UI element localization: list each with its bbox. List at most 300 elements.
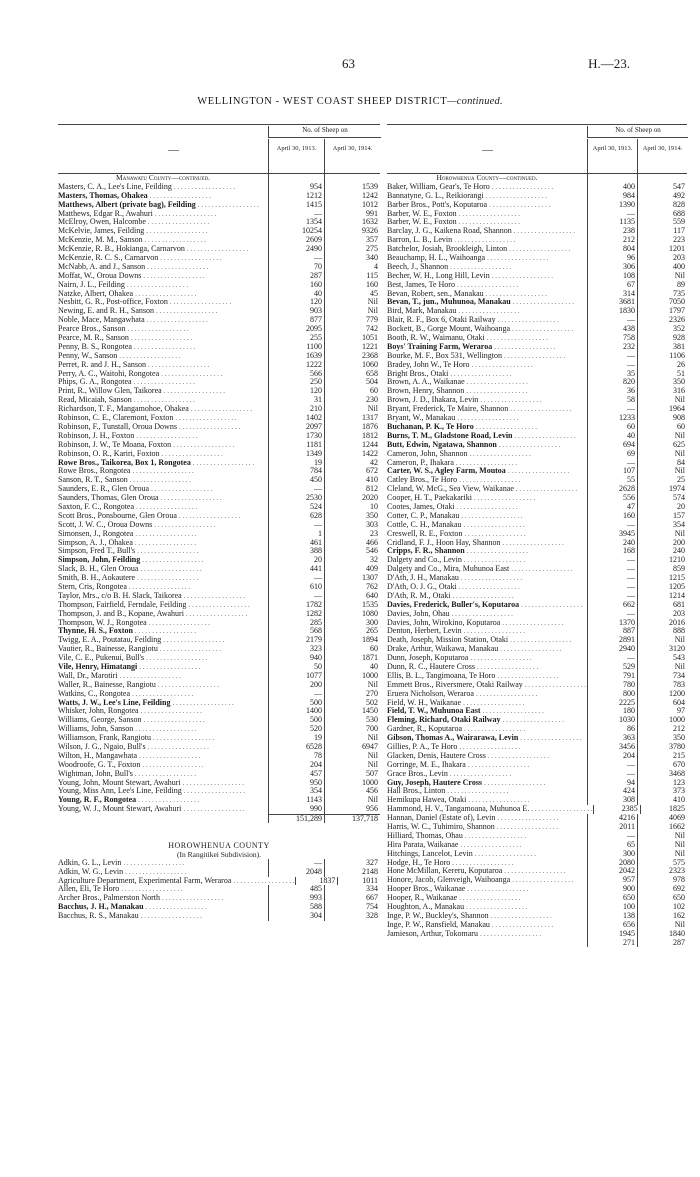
value-1914: 762: [324, 583, 380, 592]
leader-dots: . . . . . . . . . . . . . . . . . .: [500, 645, 562, 654]
entry-name: Watkins, C., Rongotea: [58, 688, 131, 698]
leader-dots: . . . . . . . . . . . . . . . . . .: [147, 743, 209, 751]
value-1913: 50: [268, 663, 324, 672]
value-1914: 928: [637, 334, 687, 343]
entry-name: Bevan, T., jun., Muhunoa, Manakau: [387, 297, 511, 307]
value-1913: 308: [587, 796, 637, 805]
value-1913: —: [268, 592, 324, 601]
leader-dots: . . . . . . . . . . . . . . . . . .: [491, 920, 554, 929]
leader-dots: . . . . . . . . . . . . . . . . . .: [140, 707, 202, 716]
value-1913: 1402: [268, 414, 324, 423]
leader-dots: . . . . . . . . . . . . . . . . . .: [468, 796, 530, 805]
value-1914: 334: [324, 885, 380, 894]
leader-dots: . . . . . . . . . . . . . . . . . .: [154, 520, 216, 529]
entry-name: Thompson, W. J., Rongotea: [58, 617, 147, 627]
value-1913: 354: [268, 787, 324, 796]
entry-name: Taylor, Mrs., c/o B. H. Slack, Taikorea: [58, 590, 182, 600]
value-1914: 373: [637, 787, 687, 796]
leader-dots: . . . . . . . . . . . . . . . . . .: [146, 316, 208, 325]
leader-dots: . . . . . . . . . . . . . . . . . .: [457, 414, 519, 423]
value-1914: 1876: [324, 423, 380, 432]
leader-dots: . . . . . . . . . . . . . . . . . .: [458, 307, 520, 316]
entry-name: Inge, P. W., Ransfield, Manakau: [387, 919, 490, 929]
leader-dots: . . . . . . . . . . . . . . . . . .: [497, 316, 559, 325]
value-1913: 19: [268, 734, 324, 743]
entry-name: D'Ath, J. H., Manakau: [387, 573, 459, 583]
entry-name: Simpson, John, Feilding: [58, 555, 141, 565]
leader-dots: . . . . . . . . . . . . . . . . . .: [144, 236, 206, 245]
leader-dots: . . . . . . . . . . . . . . . . . .: [135, 289, 197, 298]
entry-name: Pearce Bros., Sanson: [58, 324, 126, 334]
entry-name: Wall, Dr., Marotiri: [58, 670, 118, 680]
entry-name: Barron, L. B., Levin: [387, 235, 453, 245]
leader-dots: . . . . . . . . . . . . . . . . . .: [143, 271, 205, 280]
leader-dots: . . . . . . . . . . . . . . . . . .: [521, 600, 583, 609]
leader-dots: . . . . . . . . . . . . . . . . . .: [512, 876, 574, 885]
value-1914: 734: [637, 672, 687, 681]
value-1913: 1212: [268, 192, 324, 201]
value-1914: 1000: [637, 716, 687, 725]
value-1914: 742: [324, 325, 380, 334]
leader-dots: . . . . . . . . . . . . . . . . . .: [489, 200, 551, 209]
table-header: — No. of Sheep on April 30, 1913. April 30, 1914.: [58, 124, 380, 174]
entry-name: Davies, John, Ohau: [387, 608, 450, 618]
value-1914: 991: [324, 210, 380, 219]
leader-dots: . . . . . . . . . . . . . . . . . .: [458, 209, 520, 218]
entry-name: Creswell, R. E., Foxton: [387, 528, 463, 538]
value-1914: 3468: [637, 770, 687, 779]
value-1914: 160: [324, 281, 380, 290]
leader-dots: . . . . . . . . . . . . . . . . . .: [146, 654, 208, 663]
value-1914: 60: [324, 645, 380, 654]
value-1914: 60: [637, 423, 687, 432]
value-1913: —: [268, 574, 324, 583]
leader-dots: . . . . . . . . . . . . . . . . . .: [192, 458, 255, 467]
leader-dots: . . . . . . . . . . . . . . . . . .: [135, 725, 197, 734]
value-1913: —: [587, 316, 637, 325]
entry-name: Adkin, W. G., Levin: [58, 866, 124, 876]
value-1913: 36: [587, 387, 637, 396]
entry-name: Robinson, C. E., Claremont, Foxton: [58, 413, 174, 423]
entry-name: Thompson, Fairfield, Ferndale, Feilding: [58, 599, 187, 609]
value-1913: 1830: [587, 307, 637, 316]
entry-name: Hitchings, Lancelot, Levin: [387, 848, 473, 858]
value-1913: 94: [587, 779, 637, 788]
leader-dots: . . . . . . . . . . . . . . . . . .: [509, 245, 571, 254]
spacer: [58, 823, 380, 832]
leader-dots: . . . . . . . . . . . . . . . . . .: [487, 751, 550, 760]
entry-name: Harris, W. C., Tuhimiro, Shannon: [387, 822, 495, 832]
value-1913: 78: [268, 752, 324, 761]
value-1914: 1214: [637, 592, 687, 601]
value-1914: Nil: [324, 307, 380, 316]
value-1913: 238: [587, 227, 637, 236]
value-1914: 10: [324, 503, 380, 512]
entry-name: Simpson, A. J., Ohakea: [58, 537, 133, 547]
value-1914: 60: [324, 387, 380, 396]
value-1913: 2042: [587, 867, 637, 876]
value-1914: 42: [324, 459, 380, 468]
value-1914: 327: [324, 859, 380, 868]
value-1914: 84: [637, 459, 687, 468]
value-1914: 350: [637, 378, 687, 387]
leader-dots: . . . . . . . . . . . . . . . . . .: [484, 778, 546, 787]
leader-dots: . . . . . . . . . . . . . . . . . .: [507, 467, 570, 476]
entry-name: Archer Bros., Palmerston North: [58, 893, 160, 903]
value-1913: 58: [587, 396, 637, 405]
value-1914: 203: [637, 610, 687, 619]
entry-name: Field, W. H., Waikanae: [387, 697, 462, 707]
entry-name: Masters, C. A., Lee's Line, Feilding: [58, 181, 172, 191]
leader-dots: . . . . . . . . . . . . . . . . . .: [140, 912, 202, 921]
leader-dots: . . . . . . . . . . . . . . . . . .: [140, 565, 202, 574]
value-1913: 1282: [268, 610, 324, 619]
value-1914: 32: [324, 556, 380, 565]
value-1914: 546: [324, 547, 380, 556]
value-1914: 1535: [324, 601, 380, 610]
value-1914: 51: [637, 370, 687, 379]
entry-name: Bannatyne, G. L., Reikiorangi: [387, 190, 484, 200]
leader-dots: . . . . . . . . . . . . . . . . . .: [466, 547, 528, 556]
leader-dots: . . . . . . . . . . . . . . . . . .: [463, 627, 525, 636]
leader-dots: . . . . . . . . . . . . . . . . . .: [458, 218, 520, 227]
value-1913: 556: [587, 494, 637, 503]
table-header: — No. of Sheep on April 30, 1913. April 30, 1914.: [387, 124, 687, 174]
entry-name: Eruera Nicholson, Weraroa: [387, 688, 474, 698]
page-title: WELLINGTON - WEST COAST SHEEP DISTRICT—continued.: [197, 96, 503, 107]
value-1914: 1106: [637, 352, 687, 361]
value-1913: 694: [587, 441, 637, 450]
entry-name: Inge, P. W., Buckley's, Shannon: [387, 910, 489, 920]
value-1914: 575: [637, 859, 687, 868]
leader-dots: [58, 814, 268, 823]
leader-dots: . . . . . . . . . . . . . . . . . .: [477, 662, 539, 671]
entry-name: McNabb, A. and J., Sanson: [58, 261, 146, 271]
entry-name: Field, T. W., Muhunoa East: [387, 706, 481, 716]
value-1913: 138: [587, 912, 637, 921]
entry-name: Smith, B. H., Aokautere: [58, 573, 136, 583]
col-1913-heading: April 30, 1913.: [268, 139, 324, 173]
entry-name: Robinson, O. R., Kariri, Foxton: [58, 448, 160, 458]
value-1913: 1222: [268, 361, 324, 370]
value-1913: 107: [587, 467, 637, 476]
leader-dots: . . . . . . . . . . . . . . . . . .: [151, 485, 213, 494]
value-1914: 212: [637, 725, 687, 734]
value-1913: 461: [268, 539, 324, 548]
value-1914: 117: [637, 227, 687, 236]
value-1913: 588: [268, 903, 324, 912]
entry-name: Houghton, A., Manakau: [387, 902, 465, 912]
leader-dots: . . . . . . . . . . . . . . . . . .: [134, 627, 197, 636]
entry-name: D'Ath, R. M., Otaki: [387, 590, 451, 600]
value-1914: 574: [637, 494, 687, 503]
value-1914: 1060: [324, 361, 380, 370]
value-1913: 314: [587, 290, 637, 299]
entry-name: Wightman, John, Bull's: [58, 768, 133, 778]
value-1913: 31: [268, 396, 324, 405]
value-1913: —: [587, 361, 637, 370]
value-1914: 340: [324, 254, 380, 263]
value-1913: 210: [268, 405, 324, 414]
entry-name: Bird, Mark, Manakau: [387, 306, 457, 316]
value-1914: 115: [324, 272, 380, 281]
value-1914: 692: [637, 885, 687, 894]
value-1913: 20: [268, 556, 324, 565]
value-1913: 457: [268, 770, 324, 779]
leader-dots: . . . . . . . . . . . . . . . . . .: [178, 422, 241, 431]
value-1913: 108: [587, 272, 637, 281]
leader-dots: . . . . . . . . . . . . . . . . . .: [161, 449, 223, 458]
value-1914: 783: [637, 681, 687, 690]
value-1914: 779: [324, 316, 380, 325]
left-rows: [58, 174, 380, 921]
value-1913: 568: [268, 627, 324, 636]
value-1913: 500: [268, 716, 324, 725]
value-1913: 954: [268, 183, 324, 192]
leader-dots: . . . . . . . . . . . . . . . . . .: [452, 591, 514, 600]
value-1914: 640: [324, 592, 380, 601]
section-subtitle: (In Rangitikei Subdivision).: [177, 849, 261, 859]
value-1913: 2490: [268, 245, 324, 254]
entry-name: Young, John, Mount Stewart, Awahuri: [58, 777, 181, 787]
leader-dots: . . . . . . . . . . . . . . . . . .: [160, 254, 222, 263]
value-1913: 903: [268, 307, 324, 316]
value-1914: Nil: [637, 396, 687, 405]
value-1914: 25: [637, 476, 687, 485]
entry-name: Best, James, Te Horo: [387, 279, 455, 289]
leader-dots: . . . . . . . . . . . . . . . . . .: [190, 405, 253, 414]
leader-dots: . . . . . . . . . . . . . . . . . .: [154, 209, 217, 218]
leader-dots: . . . . . . . . . . . . . . . . . .: [121, 885, 183, 894]
value-1914: 157: [637, 512, 687, 521]
value-1914: 1210: [637, 556, 687, 565]
leader-dots: . . . . . . . . . . . . . . . . . .: [233, 876, 295, 885]
entry-name: Boys' Training Farm, Weraroa: [387, 341, 493, 351]
entry-name: Woodroofe, G. T., Foxton: [58, 759, 141, 769]
leader-dots: . . . . . . . . . . . . . . . . . .: [125, 867, 187, 876]
value-1914: 410: [637, 796, 687, 805]
entry-name: Bourke, M. F., Box 531, Wellington: [387, 350, 503, 360]
leader-dots: . . . . . . . . . . . . . . . . . .: [148, 618, 210, 627]
value-1914: Nil: [637, 450, 687, 459]
value-1913: —: [587, 210, 637, 219]
leader-dots: . . . . . . . . . . . . . . . . . .: [454, 236, 516, 245]
value-1914: 1000: [324, 779, 380, 788]
value-1913: 40: [268, 290, 324, 299]
value-1914: Nil: [324, 298, 380, 307]
value-1914: 230: [324, 396, 380, 405]
entry-name: Perret, R. and J. H., Sanson: [58, 359, 146, 369]
entry-name: Bright Bros., Otaki: [387, 368, 449, 378]
value-1914: Nil: [637, 530, 687, 539]
entry-name: Bockett, B., Gorge Mount, Waihoanga: [387, 324, 511, 334]
leader-dots: . . . . . . . . . . . . . . . . . .: [169, 298, 232, 307]
entry-name: Bradey, John W., Te Horo: [387, 359, 470, 369]
entry-name: Pearce, M. R., Sanson: [58, 333, 129, 343]
entry-name: Newing, E. and R. H., Sanson: [58, 306, 154, 316]
col-1914-heading: April 30, 1914.: [637, 139, 687, 173]
leader-dots: . . . . . . . . . . . . . . . . . .: [142, 760, 204, 769]
value-1913: —: [587, 352, 637, 361]
value-1914: 26: [637, 361, 687, 370]
entry-name: Batchelor, Josiah, Brookleigh, Linton: [387, 244, 508, 254]
leader-dots: . . . . . . . . . . . . . . . . . .: [497, 814, 559, 823]
entry-name: Ellis, B. L., Tangimoana, Te Horo: [387, 670, 496, 680]
entry-name: Thompson, J. and B., Kopane, Awahuri: [58, 608, 184, 618]
leader-dots: . . . . . . . . . . . . . . . . . .: [183, 805, 245, 814]
value-1913: 650: [587, 894, 637, 903]
value-1913: 424: [587, 787, 637, 796]
value-1913: 180: [587, 707, 637, 716]
value-1914: 754: [324, 903, 380, 912]
value-1914: 352: [637, 325, 687, 334]
leader-dots: . . . . . . . . . . . . . . . . . .: [130, 334, 193, 343]
value-1913: 500: [268, 699, 324, 708]
leader-dots: . . . . . . . . . . . . . . . . . .: [482, 707, 544, 716]
entry-name: Drake, Arthur, Waikawa, Manakau: [387, 644, 499, 654]
entry-name: Natzke, Albert, Ohakea: [58, 288, 134, 298]
value-1914: 625: [637, 441, 687, 450]
value-1914: 1221: [324, 343, 380, 352]
value-1914: 316: [637, 387, 687, 396]
entry-name: Hooper, R., Waikanae: [387, 893, 458, 903]
table-row: [58, 805, 380, 814]
entry-name: Dalgety and Co., Mira, Muhunoa East: [387, 564, 510, 574]
leader-dots: . . . . . . . . . . . . . . . . . .: [119, 671, 181, 680]
value-1914: Nil: [324, 734, 380, 743]
value-1914: 1632: [324, 218, 380, 227]
value-1913: 1390: [587, 201, 637, 210]
value-1914: 1317: [324, 414, 380, 423]
value-1913: 4216: [587, 814, 637, 823]
value-1914: 1894: [324, 636, 380, 645]
value-1913: 441: [268, 565, 324, 574]
leader-dots: . . . . . . . . . . . . . . . . . .: [173, 440, 235, 449]
value-1914: 1011: [337, 877, 380, 886]
entry-name: Cooper, H. T., Paekakariki: [387, 493, 472, 503]
value-1914: 1307: [324, 574, 380, 583]
entry-name: Barber, W. E., Foxton: [387, 208, 457, 218]
value-1913: 151,289: [268, 814, 324, 823]
leader-dots: . . . . . . . . . . . . . . . . . .: [504, 867, 566, 876]
sheep-on-heading: No. of Sheep on: [268, 126, 381, 138]
entry-name: Davies, John, Wirokino, Koputaroa: [387, 617, 501, 627]
value-1914: 1840: [637, 930, 687, 939]
leader-dots: . . . . . . . . . . . . . . . . . .: [145, 903, 207, 912]
value-1914: Nil: [324, 796, 380, 805]
entry-name: Booth, R. W., Waimanu, Otaki: [387, 333, 485, 343]
value-1914: 240: [637, 547, 687, 556]
leader-dots: . . . . . . . . . . . . . . . . . .: [512, 298, 574, 307]
value-1914: 466: [324, 539, 380, 548]
leader-dots: . . . . . . . . . . . . . . . . . .: [460, 840, 522, 849]
value-1913: 160: [587, 512, 637, 521]
value-1913: 67: [587, 281, 637, 290]
entry-name: Scott Bros., Ponsbourne, Glen Oroua: [58, 510, 177, 520]
value-1913: 363: [587, 734, 637, 743]
entry-name: Williams, George, Sanson: [58, 715, 142, 725]
entry-name: Gardner, R., Koputaroa: [387, 724, 462, 734]
value-1914: 978: [637, 876, 687, 885]
entry-name: Cotter, C. P., Manakau: [387, 510, 460, 520]
entry-name: Jamieson, Arthur, Tokomaru: [387, 928, 478, 938]
value-1913: 304: [268, 912, 324, 921]
entry-name: Glacken, Denis, Hautere Cross: [387, 750, 486, 760]
entry-name: Gibson, Thomas A., Wairarawa, Levin: [387, 733, 519, 743]
leader-dots: . . . . . . . . . . . . . . . . . .: [513, 227, 576, 236]
leader-dots: . . . . . . . . . . . . . . . . . .: [487, 254, 549, 263]
left-table: [58, 124, 380, 921]
value-1913: 656: [587, 921, 637, 930]
leader-dots: . . . . . . . . . . . . . . . . . .: [450, 262, 512, 271]
value-1913: 1233: [587, 414, 637, 423]
value-1914: 270: [324, 690, 380, 699]
value-1914: 2323: [637, 867, 687, 876]
value-1913: 240: [587, 539, 637, 548]
value-1913: 2530: [268, 494, 324, 503]
value-1913: —: [268, 210, 324, 219]
leader-dots: . . . . . . . . . . . . . . . . . .: [466, 378, 528, 387]
value-1913: 438: [587, 325, 637, 334]
leader-dots: . . . . . . . . . . . . . . . . . .: [486, 334, 548, 343]
value-1914: 410: [324, 476, 380, 485]
entry-name: Wilton, H., Mangawhata: [58, 750, 137, 760]
value-1913: —: [587, 832, 637, 841]
leader-dots: . . . . . . . . . . . . . . . . . .: [128, 582, 191, 591]
value-1914: 3120: [637, 645, 687, 654]
value-1914: 681: [637, 601, 687, 610]
leader-dots: . . . . . . . . . . . . . . . . . .: [161, 369, 223, 378]
value-1913: 2891: [587, 636, 637, 645]
entry-name: Hooper Bros., Waikanae: [387, 884, 466, 894]
value-1913: 55: [587, 476, 637, 485]
value-1913: 47: [587, 503, 637, 512]
leader-dots: . . . . . . . . . . . . . . . . . .: [126, 280, 189, 289]
leader-dots: . . . . . . . . . . . . . . . . . .: [451, 609, 513, 618]
value-1914: 1450: [324, 707, 380, 716]
value-1913: 96: [587, 254, 637, 263]
leader-dots: . . . . . . . . . . . . . . . . . .: [134, 538, 197, 547]
value-1913: 300: [587, 850, 637, 859]
entry-name: Twigg, E. A., Poutatau, Feilding: [58, 635, 162, 645]
entry-name: Hodge, H., Te Horo: [387, 857, 451, 867]
entry-name: Dunn, Joseph, Koputaroa: [387, 653, 469, 663]
leader-dots: . . . . . . . . . . . . . . . . . .: [502, 618, 564, 627]
value-1914: 409: [324, 565, 380, 574]
entry-name: Barber Bros., Pott's, Koputaroa: [387, 199, 488, 209]
leader-dots: . . . . . . . . . . . . . . . . . .: [463, 556, 526, 565]
leader-dots: . . . . . . . . . . . . . . . . . .: [182, 778, 244, 787]
entry-name: Robinson, J. H., Foxton: [58, 430, 135, 440]
entry-name: Barclay, J. G., Kaikena Road, Shannon: [387, 226, 512, 236]
leader-dots: . . . . . . . . . . . . . . . . . .: [504, 351, 566, 360]
entry-name: Robinson, F., Tunstall, Oroua Downs: [58, 421, 177, 431]
leader-dots: [387, 939, 587, 948]
entry-name: Cridland, F. J., Hoon Hay, Shannon: [387, 537, 501, 547]
value-1914: 828: [637, 201, 687, 210]
entry-name: Saunders, Thomas, Glen Oroua: [58, 493, 159, 503]
leader-dots: . . . . . . . . . . . . . . . . . .: [163, 636, 225, 645]
value-1913: 950: [268, 779, 324, 788]
entry-name: Bacchus, R. S., Manakau: [58, 911, 139, 921]
value-1914: 888: [637, 627, 687, 636]
value-1913: 1135: [587, 218, 637, 227]
value-1913: 450: [268, 476, 324, 485]
value-1913: 2179: [268, 636, 324, 645]
value-1914: 1422: [324, 450, 380, 459]
leader-dots: . . . . . . . . . . . . . . . . . .: [520, 734, 582, 743]
value-1913: —: [587, 556, 637, 565]
